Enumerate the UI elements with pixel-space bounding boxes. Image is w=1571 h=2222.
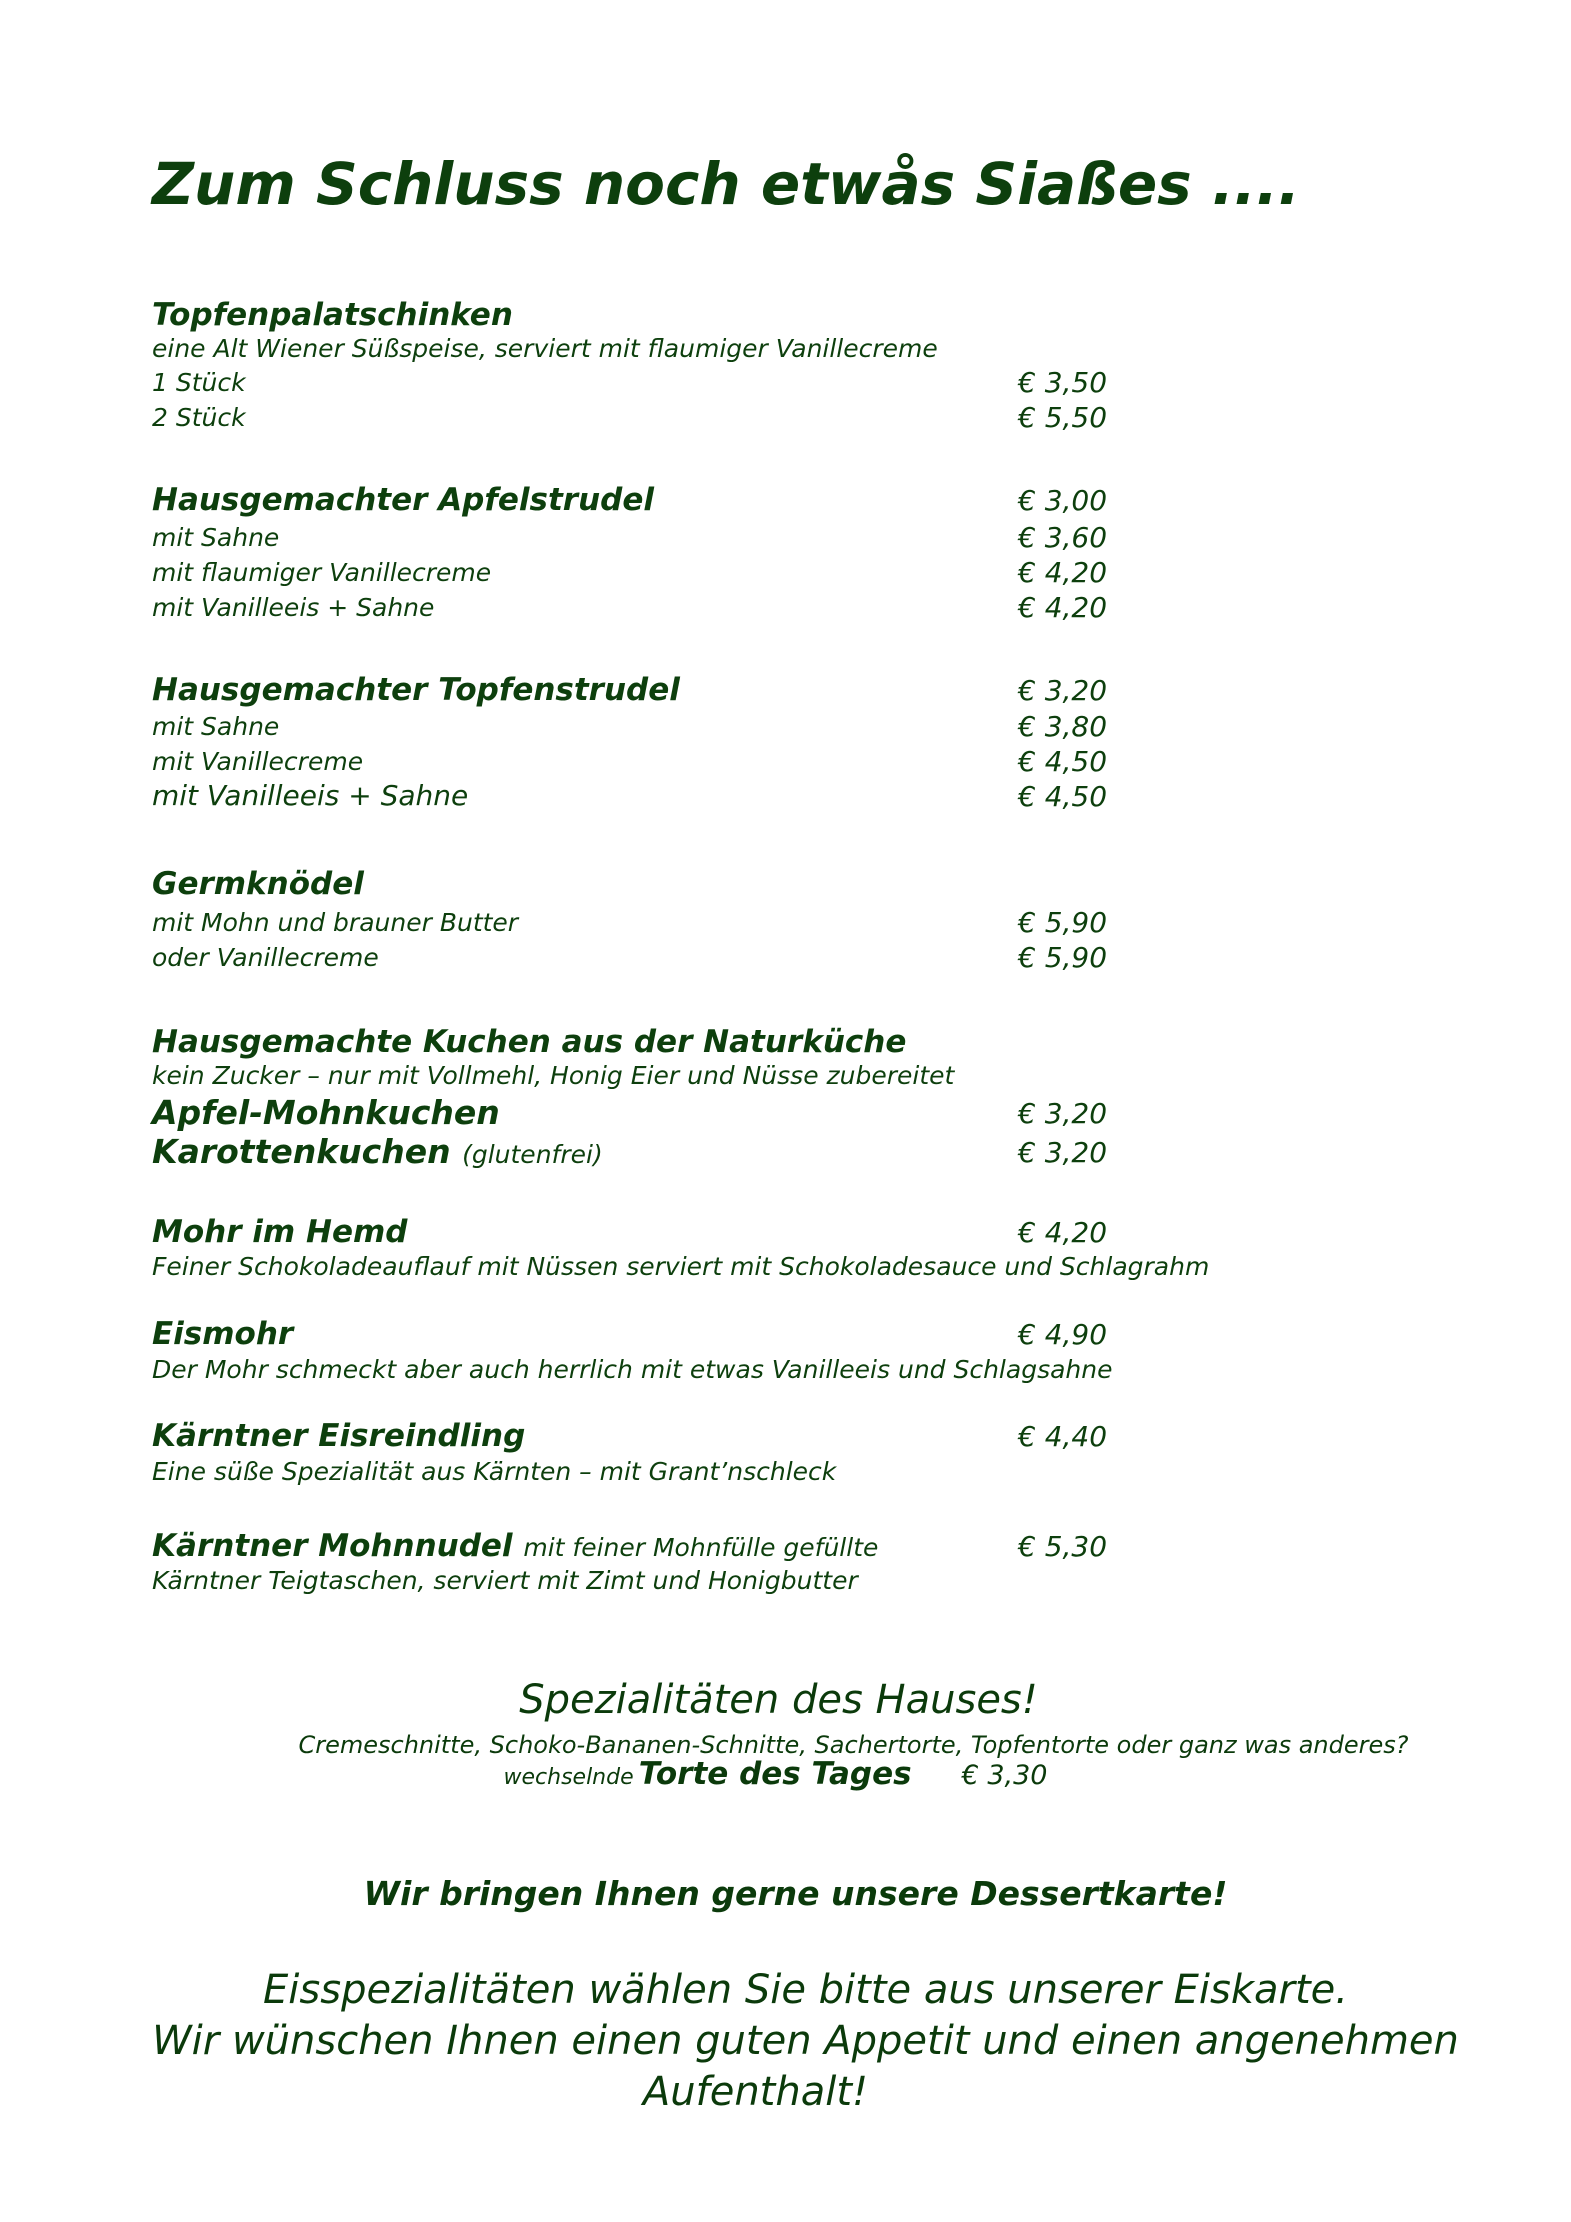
item-name-topfenstrudel: Hausgemachter Topfenstrudel <box>152 672 680 708</box>
closing-line: Eisspezialitäten wählen Sie bitte aus unserer Eiskarte. <box>263 1967 1348 2013</box>
item-price: € 4,40 <box>1018 1420 1108 1453</box>
dessert-notice: Wir bringen Ihnen gerne unsere Dessertkarte! <box>363 1874 1228 1913</box>
item-price: € 3,00 <box>1018 484 1108 517</box>
option-price: € 3,20 <box>1018 1136 1108 1169</box>
item-description-eismohr: Der Mohr schmeckt aber auch herrlich mit etwas Vanilleeis und Schlagsahne <box>152 1355 1113 1384</box>
item-name-mohnnudel: Kärntner Mohnnudel <box>152 1528 513 1564</box>
option-note: (glutenfrei) <box>462 1140 603 1169</box>
mohnnudel-row <box>152 1528 878 1564</box>
karottenkuchen-row <box>152 1132 603 1171</box>
torte-des-tages-row <box>0 1756 1561 1792</box>
option-price: € 4,20 <box>1018 556 1108 589</box>
item-price: € 3,20 <box>1018 674 1108 707</box>
item-description-mohnnudel: Kärntner Teigtaschen, serviert mit Zimt und Honigbutter <box>152 1566 858 1595</box>
item-name-eismohr: Eismohr <box>152 1316 294 1352</box>
item-name-apfelstrudel: Hausgemachter Apfelstrudel <box>152 482 654 518</box>
option-label: mit Vanilleeis + Sahne <box>152 593 435 622</box>
torte-name: Torte des Tages <box>638 1756 912 1792</box>
option-label: mit Vanilleeis + Sahne <box>152 779 469 812</box>
option-label: 1 Stück <box>152 368 246 397</box>
option-price: € 4,20 <box>1018 591 1108 624</box>
item-description-mohr-im-hemd: Feiner Schokoladeauflauf mit Nüssen serviert mit Schokoladesauce und Schlagrahm <box>152 1252 1210 1281</box>
page-title: Zum Schluss noch etwås Siaßes .... <box>152 150 1301 218</box>
option-label: mit Sahne <box>152 712 280 741</box>
option-price: € 5,90 <box>1018 906 1108 939</box>
option-label: Apfel-Mohnkuchen <box>152 1093 500 1132</box>
option-price: € 4,50 <box>1018 745 1108 778</box>
item-inline-description: mit feiner Mohnfülle gefüllte <box>523 1533 879 1562</box>
item-description-eisreindling: Eine süße Spezialität aus Kärnten – mit Grant’nschleck <box>152 1457 837 1486</box>
option-price: € 4,50 <box>1018 780 1108 813</box>
specialties-line: Cremeschnitte, Schoko-Bananen-Schnitte, Sachertorte, Topfentorte oder ganz was anderes? <box>298 1731 1409 1759</box>
option-label: 2 Stück <box>152 403 246 432</box>
item-name-germknoedel: Germknödel <box>152 866 364 902</box>
item-name-kuchen: Hausgemachte Kuchen aus der Naturküche <box>152 1024 907 1060</box>
item-price: € 4,90 <box>1018 1318 1108 1351</box>
option-price: € 5,90 <box>1018 941 1108 974</box>
option-label: mit Mohn und brauner Butter <box>152 908 519 937</box>
option-price: € 3,50 <box>1018 366 1108 399</box>
option-price: € 3,60 <box>1018 521 1108 554</box>
option-price: € 3,20 <box>1018 1097 1108 1130</box>
option-label: mit flaumiger Vanillecreme <box>152 558 492 587</box>
torte-label: wechselnde <box>503 1765 634 1790</box>
item-price: € 5,30 <box>1018 1530 1108 1563</box>
torte-price: € 3,30 <box>961 1760 1048 1791</box>
item-description-topfenpalatschinken: eine Alt Wiener Süßspeise, serviert mit flaumiger Vanillecreme <box>152 334 938 363</box>
closing-line: Aufenthalt! <box>642 2069 869 2115</box>
option-label: mit Vanillecreme <box>152 747 364 776</box>
option-price: € 5,50 <box>1018 401 1108 434</box>
item-name-eisreindling: Kärntner Eisreindling <box>152 1418 526 1454</box>
item-name-mohr-im-hemd: Mohr im Hemd <box>152 1214 408 1250</box>
closing-line: Wir wünschen Ihnen einen guten Appetit und einen angenehmen <box>152 2018 1459 2064</box>
option-label: Karottenkuchen <box>152 1132 451 1171</box>
option-label: mit Sahne <box>152 523 280 552</box>
item-description-kuchen: kein Zucker – nur mit Vollmehl, Honig Eier und Nüsse zubereitet <box>152 1061 955 1090</box>
specialties-title: Spezialitäten des Hauses! <box>519 1677 1038 1723</box>
item-price: € 4,20 <box>1018 1216 1108 1249</box>
option-label: oder Vanillecreme <box>152 943 379 972</box>
option-price: € 3,80 <box>1018 710 1108 743</box>
item-name-topfenpalatschinken: Topfenpalatschinken <box>152 297 513 333</box>
